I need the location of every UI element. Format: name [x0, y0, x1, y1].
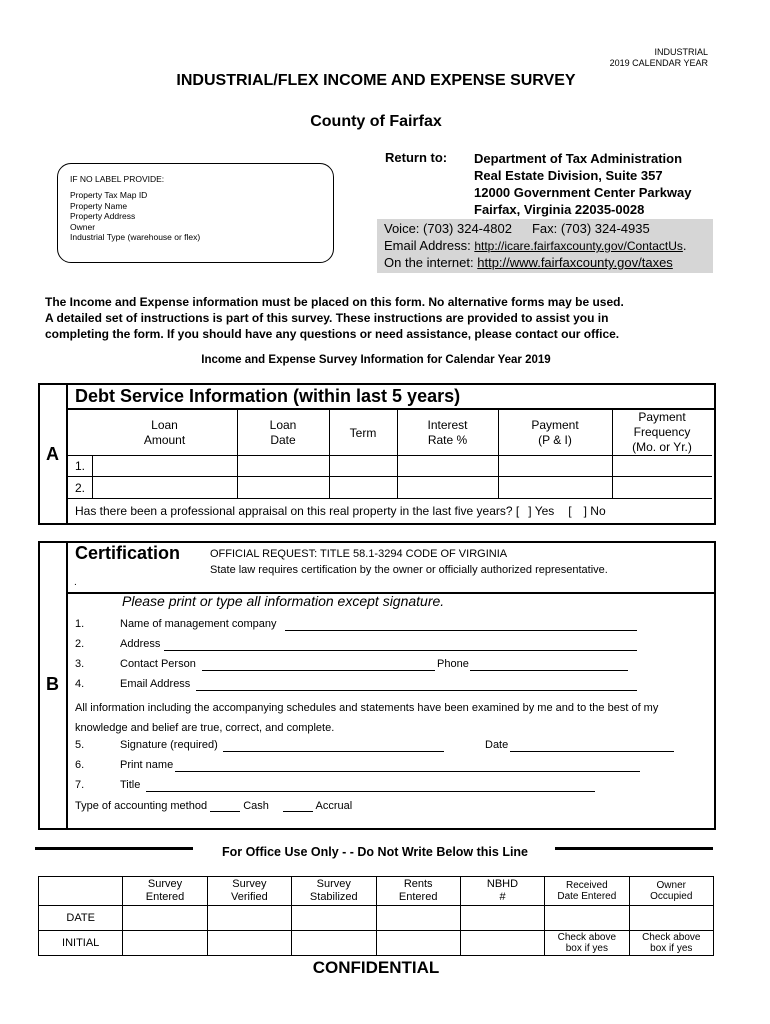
office-col-text: Entered — [398, 891, 438, 903]
label-line: Property Name — [70, 200, 128, 211]
email-label: Email Address: — [384, 238, 475, 253]
web-line — [384, 255, 673, 270]
row-number: 1. — [75, 459, 86, 473]
item-number: 2. — [75, 638, 85, 650]
section-b-title: Certification — [75, 543, 181, 563]
office-corner-cell — [39, 877, 123, 906]
office-heading: For Office Use Only - - Do Not Write Below this Line — [221, 845, 529, 859]
email-address-label: Email Address — [120, 678, 191, 690]
grid-line — [92, 455, 93, 498]
address-line: 12000 Government Center Parkway — [474, 185, 692, 200]
instructions — [45, 294, 624, 342]
office-cell[interactable] — [123, 906, 207, 931]
office-rule-right — [555, 847, 713, 850]
check-above-text: box if yes — [565, 943, 608, 954]
category-label: INDUSTRIAL — [654, 47, 708, 57]
col-interest — [397, 418, 498, 448]
label-line: Owner — [70, 221, 96, 232]
email-line — [384, 238, 687, 253]
accrual-label: Accrual — [315, 800, 353, 812]
item-number: 6. — [75, 759, 85, 771]
office-cell[interactable] — [629, 906, 713, 931]
contact-person-label: Contact Person — [120, 658, 196, 670]
item-number: 4. — [75, 678, 85, 690]
office-cell[interactable] — [545, 906, 629, 931]
no-label: ] No — [583, 504, 606, 518]
office-rule-left — [35, 847, 193, 850]
instruction-line: The Income and Expense information must be placed on this form. No alternative forms may be used. — [45, 295, 624, 309]
office-cell[interactable] — [123, 931, 207, 956]
section-a-letter: A — [46, 444, 59, 464]
office-col-text: Occupied — [650, 891, 693, 902]
office-cell[interactable] — [292, 906, 376, 931]
office-col-text: Received — [565, 880, 608, 891]
label-line: Industrial Type (warehouse or flex) — [70, 232, 201, 242]
section-a-title: Debt Service Information (within last 5 years) — [75, 386, 461, 406]
address-line: Department of Tax Administration — [474, 151, 683, 166]
official-request: OFFICIAL REQUEST: TITLE 58.1-3294 CODE OF VIRGINIA — [210, 548, 508, 560]
label-box — [57, 163, 334, 263]
row-number: 2. — [75, 481, 86, 495]
item-number: 3. — [75, 658, 85, 670]
col-text: Payment — [531, 418, 579, 432]
management-company-field[interactable] — [285, 618, 637, 631]
col-text: Rate % — [427, 433, 468, 447]
attestation — [75, 698, 658, 738]
office-col-text: Stabilized — [309, 891, 358, 903]
grid-line — [68, 455, 712, 456]
date-field[interactable] — [510, 739, 674, 752]
signature-field[interactable] — [223, 739, 444, 752]
grid-line — [68, 498, 712, 499]
cash-checkbox[interactable] — [210, 799, 240, 812]
web-label: On the internet: — [384, 255, 478, 270]
col-text: Loan — [269, 418, 297, 432]
col-term: Term — [349, 426, 377, 440]
office-table — [38, 876, 714, 956]
office-col-header — [292, 877, 376, 906]
return-address — [474, 150, 692, 218]
cash-label: Cash — [243, 800, 269, 812]
col-frequency — [612, 410, 712, 455]
instruction-line: A detailed set of instructions is part of this survey. These instructions are provided to assist you in — [45, 311, 609, 325]
address-line: Real Estate Division, Suite 357 — [474, 168, 663, 183]
county-name: County of Fairfax — [310, 113, 442, 130]
office-col-text: Owner — [656, 880, 686, 891]
management-company-label: Name of management company — [120, 618, 277, 630]
office-cell[interactable] — [207, 931, 291, 956]
section-a-divider — [66, 383, 68, 523]
office-col-header — [460, 877, 544, 906]
page-title: INDUSTRIAL/FLEX INCOME AND EXPENSE SURVEY — [176, 72, 576, 89]
appraisal-question: Has there been a professional appraisal on this real property in the last five years? [ — [75, 504, 520, 518]
office-col-text: Survey — [147, 878, 183, 890]
grid-line — [329, 410, 330, 498]
office-row-label: DATE — [39, 906, 123, 931]
col-text: Interest — [427, 418, 468, 432]
office-col-text: Rents — [403, 878, 433, 890]
office-col-header — [376, 877, 460, 906]
print-name-label: Print name — [120, 759, 174, 771]
web-link[interactable]: http://www.fairfaxcounty.gov/taxes — [477, 255, 673, 270]
email-link[interactable]: http://icare.fairfaxcounty.gov/ContactUs — [474, 239, 683, 253]
phone-line — [384, 221, 650, 236]
appraisal-question-line — [75, 504, 606, 518]
attestation-line: knowledge and belief are true, correct, and complete. — [75, 722, 335, 734]
col-text: Amount — [143, 433, 186, 447]
year-label: 2019 CALENDAR YEAR — [609, 58, 708, 68]
title-label: Title — [120, 779, 141, 791]
contact-box — [377, 219, 713, 273]
date-label: Date — [485, 739, 509, 751]
address-line: Fairfax, Virginia 22035-0028 — [474, 202, 645, 217]
col-loan-amount — [92, 418, 237, 448]
label-line: Property Tax Map ID — [70, 190, 148, 200]
office-header-row — [39, 877, 714, 906]
office-col-header — [123, 877, 207, 906]
office-col-text: Date Entered — [557, 891, 617, 902]
yes-label: ] Yes — [528, 504, 555, 518]
state-law-note: State law requires certification by the owner or officially authorized representative. — [210, 564, 608, 576]
label-line: Property Address — [70, 211, 136, 221]
check-above-text: box if yes — [650, 943, 693, 954]
office-cell[interactable] — [460, 906, 544, 931]
col-text: Date — [270, 433, 296, 447]
office-cell[interactable] — [207, 906, 291, 931]
phone-label: Phone — [437, 658, 469, 670]
print-name-field[interactable] — [175, 759, 640, 772]
confidential-footer: CONFIDENTIAL — [312, 958, 440, 977]
email-address-field[interactable] — [196, 678, 637, 691]
office-cell[interactable] — [292, 931, 376, 956]
item-number: 5. — [75, 739, 85, 751]
office-col-text: Survey — [232, 878, 267, 890]
check-above-cell[interactable] — [629, 931, 713, 956]
col-text: Loan — [151, 418, 178, 432]
office-date-row — [39, 906, 714, 931]
return-to-label: Return to: — [385, 150, 448, 165]
section-b-letter: B — [46, 674, 59, 694]
survey-info: Income and Expense Survey Information for Calendar Year 2019 — [201, 354, 551, 366]
office-col-text: Entered — [145, 891, 185, 903]
office-row-label: INITIAL — [39, 931, 123, 956]
office-col-text: NBHD — [486, 878, 519, 890]
col-text: (Mo. or Yr.) — [632, 440, 692, 454]
email-period: . — [682, 238, 687, 253]
accounting-method-label: Type of accounting method — [75, 800, 208, 812]
title-field[interactable] — [146, 779, 595, 792]
label-box-lines — [70, 190, 200, 243]
label-box-heading: IF NO LABEL PROVIDE: — [70, 174, 165, 184]
signature-label: Signature (required) — [120, 739, 218, 751]
check-above-cell[interactable] — [545, 931, 629, 956]
instruction-line: completing the form. If you should have any questions or need assistance, please contact our office. — [45, 327, 620, 341]
office-col-header — [629, 877, 713, 906]
check-above-text: Check above — [557, 932, 617, 943]
col-payment — [498, 418, 612, 448]
attestation-line: All information including the accompanying schedules and statements have been examined by me and to the best of my — [75, 702, 659, 714]
col-text: Payment — [638, 410, 686, 424]
stray-dot: . — [74, 577, 77, 588]
section-b-divider — [66, 541, 68, 828]
voice-number: Voice: (703) 324-4802 — [384, 221, 512, 236]
accrual-checkbox[interactable] — [283, 799, 313, 812]
print-note: Please print or type all information except signature. — [122, 593, 445, 609]
office-cell[interactable] — [376, 931, 460, 956]
office-cell[interactable] — [460, 931, 544, 956]
col-text: Frequency — [633, 425, 691, 439]
fax-number: Fax: (703) 324-4935 — [531, 221, 650, 236]
check-above-text: Check above — [642, 932, 701, 943]
office-col-text: Verified — [231, 891, 268, 903]
contact-person-field[interactable] — [202, 658, 435, 671]
item-number: 1. — [75, 618, 85, 630]
address-label: Address — [120, 638, 161, 650]
address-field[interactable] — [164, 638, 637, 651]
office-initial-row — [39, 931, 714, 956]
office-col-header — [545, 877, 629, 906]
col-loan-date — [237, 418, 329, 448]
office-col-text: Survey — [316, 878, 351, 890]
no-open: [ — [568, 504, 572, 518]
office-cell[interactable] — [376, 906, 460, 931]
office-col-header — [207, 877, 291, 906]
phone-field[interactable] — [470, 658, 628, 671]
accounting-method-line — [75, 799, 352, 812]
grid-line — [68, 476, 712, 477]
office-col-text: # — [499, 891, 506, 903]
col-text: (P & I) — [538, 433, 572, 447]
item-number: 7. — [75, 779, 85, 791]
